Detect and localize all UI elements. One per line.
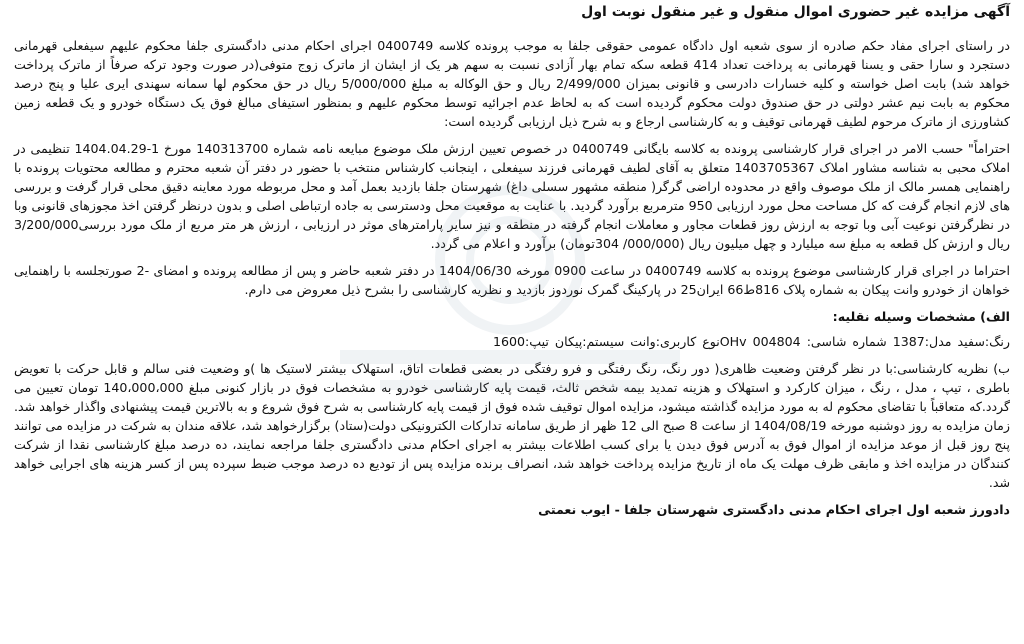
paragraph-vehicle-appraisal: احتراما در اجرای قرار کارشناسی موضوع پرونده به کلاسه 0400749 در ساعت 0900 مورخه 1404/06/30 در دفتر شعبه حاضر و پس از مطالعه پرونده و امضای -2 صورتجلسه با راهنمایی خواهان از خودرو وانت پیکان به شماره پلاک 816ط66 ایران25 در پارکینگ گمرک نوردوز بازدید و نظریه کارشناسی را بشرح ذیل معروض می دارم. bbox=[14, 263, 1010, 297]
vehicle-specs-heading: الف) مشخصات وسیله نقلیه: bbox=[832, 309, 1010, 324]
signature-line: دادورز شعبه اول اجرای احکام مدنی دادگستری شهرستان جلفا - ایوب نعمتی bbox=[538, 502, 1010, 517]
vehicle-specs-line: رنگ:سفید مدل:1387 شماره شاسی: 004804 OHvنوع کاربری:وانت سیستم:پیکان تیپ:1600 bbox=[492, 334, 1010, 349]
notice-title: آگهی مزایده غیر حضوری اموال منقول و غیر منقول نوبت اول bbox=[581, 4, 1010, 20]
paragraph-intro: در راستای اجرای مفاد حکم صادره از سوی شعبه اول دادگاه عمومی حقوقی جلفا به موجب پرونده کلاسه 0400749 اجرای احکام مدنی دادگستری جلفا محکوم علیهم سیفعلی قهرمانی دستجرد و سارا حقی و یسنا قهرمانی به پرداخت تعداد 414 قطعه سکه تمام بهار آزادی نسبت به سهم هر یک از ایشان از ماترک زوج متوفی(در صورت وجود ترکه صرفاً از ماترک پرداخت خواهد شد) بابت اصل خواسته و کلیه خسارات دادرسی و قانونی بمیزان 2/499/000 ریال و حق الوکاله به مبلغ 5/000/000 ریال در حق محکوم لها سمانه سهندی ایری علیا و پنج درصد محکوم به بابت نیم عشر دولتی در حق صندوق دولت محکوم گردیده است که به لحاظ عدم اجرائیه توسط محکوم علیهم و بمنظور استیفای مبالغ فوق یک دستگاه خودرو و یک قطعه زمین کشاورزی از ماترک مرحوم لطیف قهرمانی توقیف و به کارشناسی ارجاع و به شرح ذیل ارزیابی گردیده است: bbox=[14, 38, 1011, 129]
paragraph-expert-opinion: ب) نظریه کارشناسی:با در نظر گرفتن وضعیت ظاهری( دور رنگ، رنگ رفتگی و فرو رفتگی در بعضی قطعات اتاق، استهلاک بیشتر لاستیک ها )و وضعیت فنی سالم و قابل حرکت با تعویض باطری ، تیپ ، مدل ، رنگ ، میزان کارکرد و استهلاک و هزینه تمدید بیمه شخص ثالث، قیمت پایه کارشناسی خودرو به مشخصات فوق در بازار کنونی مبلغ 140،000،000 تومان تعیین می گردد.که متعاقباً با تقاضای محکوم له به مورد مزایده گذاشته میشود، مزایده اموال توقیف شده فوق از قیمت پایه کارشناسی به شرح فوق شروع و به بالاترین قیمت پیشنهادی واگذار خواهد شد. زمان مزایده به روز دوشنبه مورخه 1404/08/19 از ساعت 8 صبح الی 12 ظهر از طریق سامانه تدارکات الکترونیکی دولت(ستاد) برگزارخواهد شد، علاقه مندان به شرکت در مزایده می توانند پنج روز قبل از موعد مزایده از اموال فوق به آدرس فوق دیدن یا برای کسب اطلاعات بیشتر به اجرای احکام مدنی دادگستری جلفا مراجعه نمایند، ده درصد مبلغ کارشناسی نقدا از شرکت کنندگان در مزایده اخذ و مابقی ظرف مهلت یک ماه از تاریخ مزایده پرداخت خواهد شد، انصراف برنده مزایده پس از تودیع ده درصد موجب ضبط سپرده پس از کسر هزینه های اجرایی خواهد شد. bbox=[14, 361, 1010, 490]
paragraph-land-appraisal: احتراماً" حسب الامر در اجرای قرار کارشناسی پرونده به کلاسه بایگانی 0400749 در خصوص تعیین ارزش ملک موضوع مبایعه نامه شماره 140313700 مورخ 1-1404.04.29 تنظیمی در املاک محبی به شناسه مشاور املاک 1403705367 متعلق به آقای لطیف قهرمانی فرزند سیفعلی ، اینجانب کارشناس منتخب با حضور در دفتر آن شعبه محترم و مطالعه محتویات پرونده با راهنمایی همسر مالک از ملک موصوف واقع در محدوده اراضی گرگر( منطقه مشهور سسلی داغ) شهرستان جلفا بازدید بعمل آمد و محل مربوطه مورد معاینه دقیق محلی قرار گرفت و بررسی های لازم انجام گرفت که کل مساحت محل مورد ارزیابی 950 مترمربع برآورد گردید. با عنایت به موقعیت محل ودسترسی به جاده ارتباطی اصلی و بدون درنظر گرفتن اخذ مجوزهای قانونی وبا در نظرگرفتن نوعیت آبی وبا توجه به ارزش روز قطعات مجاور و معاملات انجام گرفته در منطقه و نیز سایر پارامترهای موثر در ارزیابی ، ارزش هر متر مربع از ملک مورد بررسی3/200/000 ریال و ارزش کل قطعه به مبلغ سه میلیارد و چهل میلیون ریال (000/000/ 304تومان) برآورد و اعلام می گردد. bbox=[14, 141, 1010, 251]
